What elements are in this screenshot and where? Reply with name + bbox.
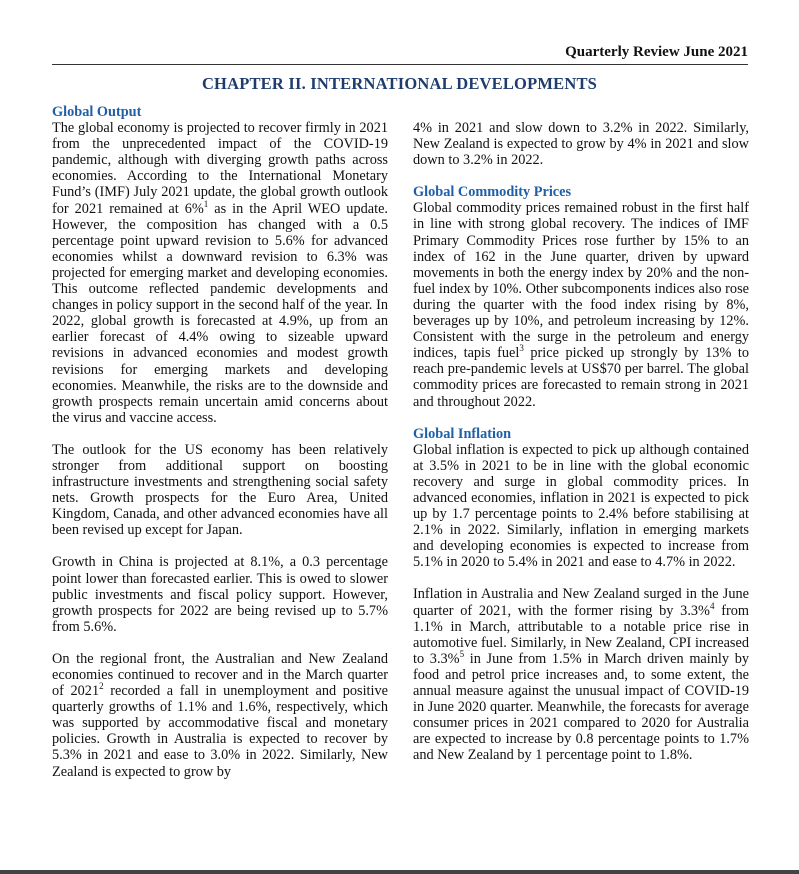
text-segment: as in the April WEO update. However, the composition has changed with a 0.5 percentage point upward revision to 5.6% for advanced economies whilst a downward revision to 6.3% was projected for emerging market and developing economies. This outcome reflected pandemic developments and changes in policy support in the second half of the year. In 2022, global growth is forecasted at 4.9%, up from an earlier forecast of 4.4% owing to sizeable upward revisions in advanced economies and modest growth revisions for emerging markets and developing economies. Meanwhile, the risks are to the downside and growth prospects remain uncertain amid concerns about the virus and vaccine access. (52, 200, 388, 426)
page-header (52, 44, 748, 65)
text-segment: price picked up strongly by 13% to reach pre-pandemic levels at US$70 per barrel. The global commodity prices are forecasted to remain strong in 2021 and throughout 2022. (413, 345, 749, 410)
left-column (52, 104, 388, 780)
global-inflation-paragraph: Global inflation is expected to pick up although contained at 3.5% in 2021 to be in line with the global economic recovery and surge in global commodity prices. In advanced economies, inflation in 2021 is expected to pick up by 1.7 percentage points to 2.4% before stabilising at 2.1% in 2022. Similarly, inflation in emerging markets and developing economies is expected to increase from 5.1% in 2020 to 5.4% in 2021 and ease to 4.7% in 2022. (413, 441, 749, 571)
chapter-title: CHAPTER II. INTERNATIONAL DEVELOPMENTS (201, 74, 598, 93)
footnote-ref-2: 2 (99, 681, 104, 692)
footnote-ref-5: 5 (459, 649, 465, 660)
text-segment: Inflation in Australia and New Zealand surged in the June quarter of 2021, with the former rising by 3.3% (413, 586, 749, 619)
text-segment: Global commodity prices remained robust in the first half in line with strong global recovery. The indices of IMF Primary Commodity Prices rose further by 15% to an index of 162 in the June quarter, driven by upward movements in both the energy index by 20% and the non-fuel index by 10%. Other subcomponents indices also rose during the quarter with the food index rising by 8%, beverages up by 10%, and petroleum increasing by 12%. Consistent with the surge in the petroleum and energy indices, tapis fuel (413, 200, 749, 362)
global-output-heading: Global Output (52, 104, 142, 120)
global-output-paragraph-1 (52, 120, 388, 426)
aus-nz-inflation-paragraph (413, 586, 749, 763)
regional-paragraph (52, 651, 388, 780)
text-segment: from 1.1% in March, attributable to a notable price rise in automotive fuel. Similarly, in New Zealand, CPI increased to 3.3% (413, 602, 749, 667)
commodity-prices-heading: Global Commodity Prices (413, 184, 572, 201)
bottom-edge-bar (0, 870, 799, 874)
right-column (413, 120, 749, 763)
china-growth-paragraph: Growth in China is projected at 8.1%, a 0.3 percentage point lower than forecasted earlier. This is owed to slower public investments and fiscal policy support. However, growth prospects for 2022 are being revised up to 5.7% from 5.6%. (52, 554, 388, 635)
global-inflation-heading: Global Inflation (413, 425, 512, 442)
footnote-ref-1: 1 (203, 198, 209, 209)
text-segment: On the regional front, the Australian and New Zealand economies continued to recover and in the March quarter of 2021 (52, 650, 388, 700)
text-segment: The global economy is projected to recover firmly in 2021 from the unprecedented impact of the COVID-19 pandemic, although with diverging growth paths across economies. According to the International Monetary Fund’s (IMF) July 2021 update, the global growth outlook for 2021 remained at 6% (52, 120, 388, 217)
commodity-prices-paragraph (413, 200, 749, 409)
us-outlook-paragraph: The outlook for the US economy has been relatively stronger from additional support on boosting infrastructure investments and strengthening social safety nets. Growth prospects for the Euro Area, United Kingdom, Canada, and other advanced economies have all been revised up except for Japan. (52, 441, 388, 539)
footnote-ref-4: 4 (709, 600, 715, 611)
text-segment: in June from 1.5% in March driven mainly by food and petrol price increases and, to some extent, the annual measure against the unusual impact of COVID-19 in June 2020 quarter. Meanwhile, the forecasts for average consumer prices in 2021 compared to 2020 for Australia are expected to increase by 0.8 percentage points to 1.7% and New Zealand by 1 percentage point to 1.8%. (413, 650, 749, 764)
header-title: Quarterly Review June 2021 (565, 44, 748, 60)
text-segment: recorded a fall in unemployment and positive quarterly growths of 1.1% and 1.6%, respectively, which was supported by accommodative fiscal and monetary policies. Growth in Australia is expected to recover by 5.3% in 2021 and ease to 3.0% in 2022. Similarly, New Zealand is expected to grow by (52, 683, 388, 780)
regional-paragraph-continued: 4% in 2021 and slow down to 3.2% in 2022. Similarly, New Zealand is expected to grow by 4% in 2021 and slow down to 3.2% in 2022. (413, 120, 749, 169)
footnote-ref-3: 3 (519, 343, 524, 354)
